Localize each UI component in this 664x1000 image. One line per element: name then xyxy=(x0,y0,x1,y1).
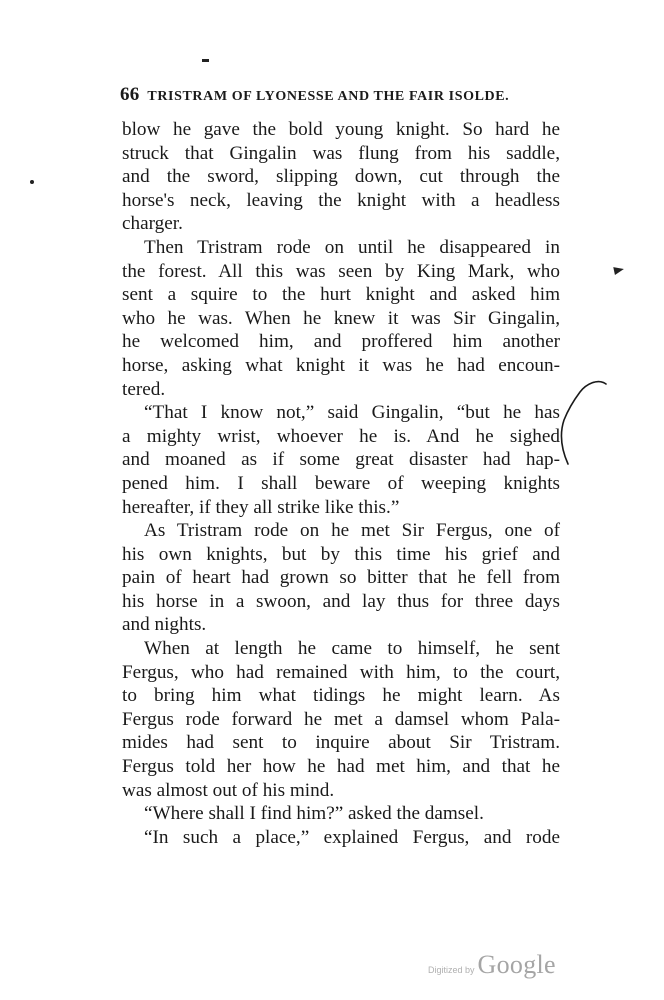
text-line: hereafter, if they all strike like this.” xyxy=(122,496,400,518)
text-line: the forest. All this was seen by King Mark, who xyxy=(122,260,560,282)
text-line: he welcomed him, and proffered him another xyxy=(122,331,560,353)
print-mark-dash xyxy=(202,59,209,62)
margin-dot xyxy=(30,180,34,184)
text-line: “Where shall I find him?” asked the damsel. xyxy=(144,803,484,825)
text-line: who he was. When he knew it was Sir Gingalin, xyxy=(122,307,560,329)
text-line: and moaned as if some great disaster had hap- xyxy=(122,449,560,471)
body-text xyxy=(122,118,560,849)
text-line: sent a squire to the hurt knight and asked him xyxy=(122,284,560,306)
margin-arrow-mark xyxy=(613,265,624,275)
text-line: his own knights, but by this time his grief and xyxy=(122,543,560,565)
text-line: struck that Gingalin was flung from his saddle, xyxy=(122,142,560,164)
text-line: Fergus told her how he had met him, and that he xyxy=(122,756,560,778)
text-line: Fergus, who had remained with him, to the court, xyxy=(122,661,560,683)
text-line: his horse in a swoon, and lay thus for three days xyxy=(122,590,560,612)
text-line: pened him. I shall beware of weeping knights xyxy=(122,472,560,494)
text-line: and nights. xyxy=(122,614,207,636)
text-line: a mighty wrist, whoever he is. And he sighed xyxy=(122,425,560,447)
google-logo: Google xyxy=(477,950,556,979)
text-line: mides had sent to inquire about Sir Tristram. xyxy=(122,732,560,754)
text-line: was almost out of his mind. xyxy=(122,779,335,801)
text-line: tered. xyxy=(122,378,166,400)
text-line: pain of heart had grown so bitter that he fell from xyxy=(122,567,560,589)
text-line: and the sword, slipping down, cut through the xyxy=(122,166,560,188)
text-line: As Tristram rode on he met Sir Fergus, one of xyxy=(144,520,560,542)
text-line: horse, asking what knight it was he had encoun- xyxy=(122,354,560,376)
text-line: horse's neck, leaving the knight with a headless xyxy=(122,189,560,211)
text-line: charger. xyxy=(122,213,183,235)
running-title: TRISTRAM OF LYONESSE AND THE FAIR ISOLDE. xyxy=(147,89,510,104)
text-line: When at length he came to himself, he sent xyxy=(144,638,560,660)
text-line: blow he gave the bold young knight. So hard he xyxy=(122,119,560,140)
text-line: Then Tristram rode on until he disappeared in xyxy=(144,236,560,258)
digitized-watermark xyxy=(428,950,556,980)
page-number: 66 xyxy=(120,84,140,105)
running-head xyxy=(120,84,560,106)
watermark-prefix: Digitized by xyxy=(428,965,475,975)
text-line: “That I know not,” said Gingalin, “but he has xyxy=(144,402,560,424)
text-line: “In such a place,” explained Fergus, and rode xyxy=(144,826,560,848)
text-line: to bring him what tidings he might learn. As xyxy=(122,685,560,707)
text-line: Fergus rode forward he met a damsel whom Pala- xyxy=(122,708,560,730)
